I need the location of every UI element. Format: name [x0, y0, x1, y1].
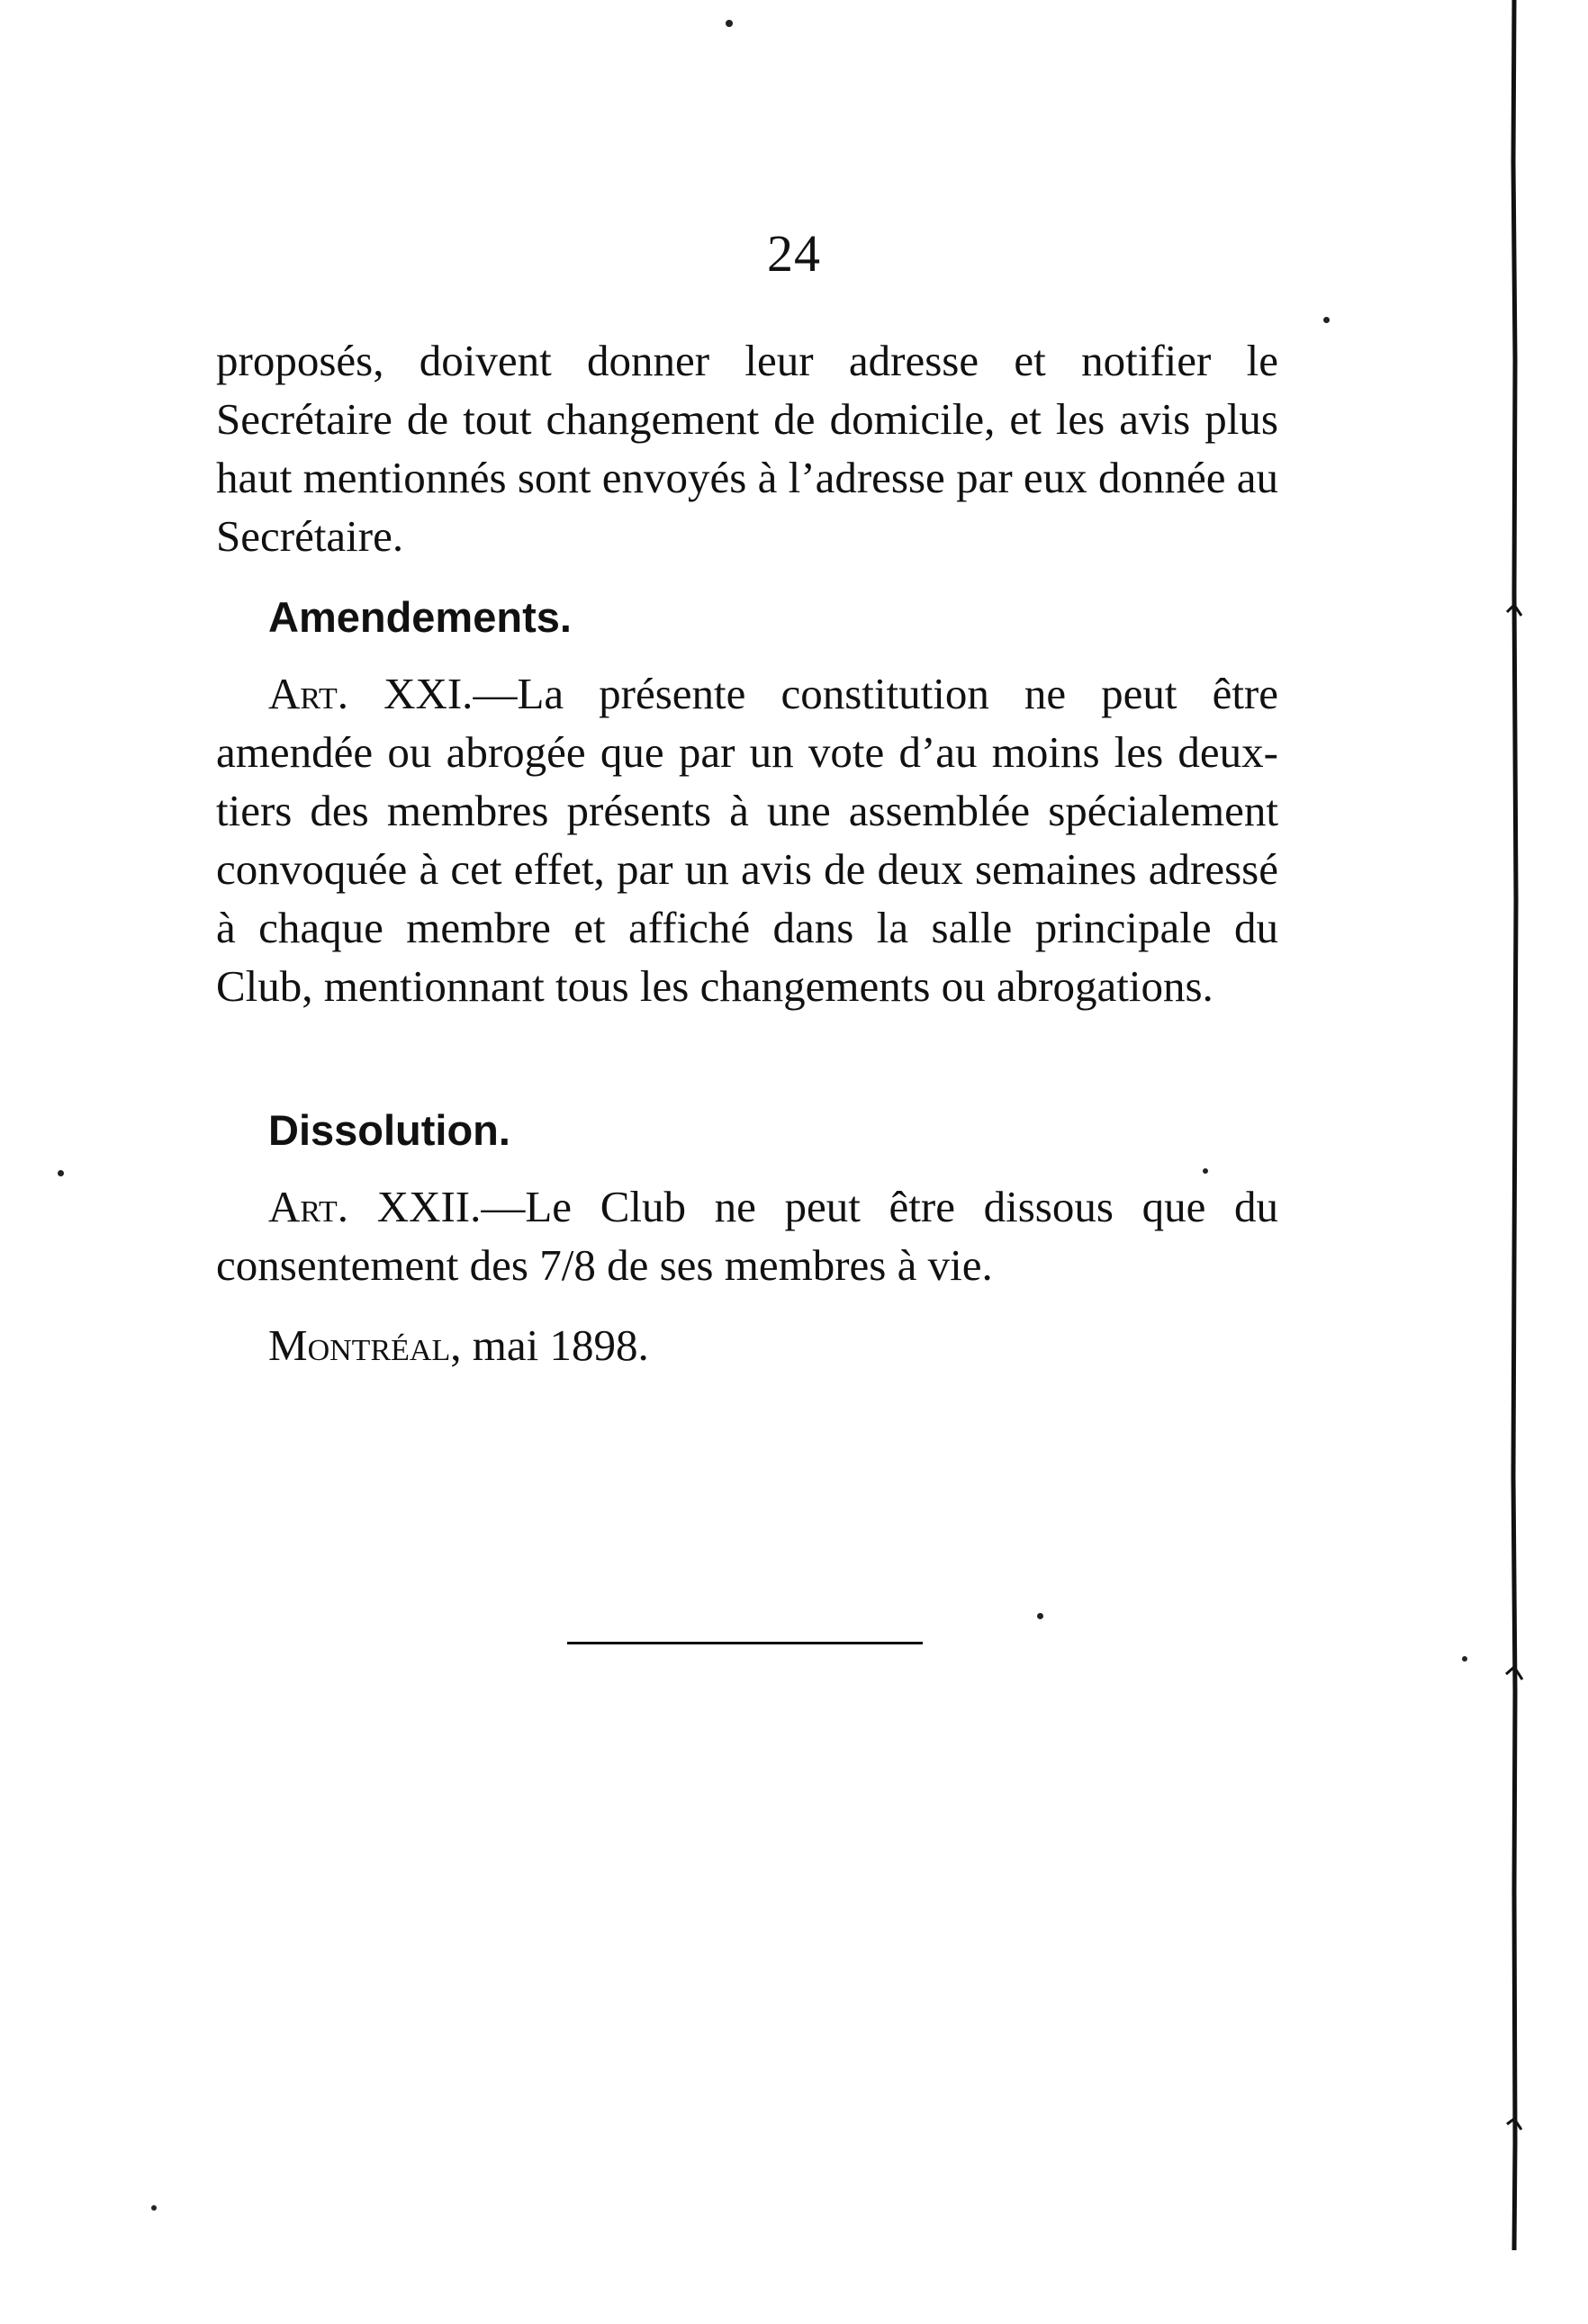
article-22-text: —Le Club ne peut être dissous que du consentement des 7/8 de ses membres à vie.: [216, 1182, 1278, 1290]
article-22: [216, 1177, 1278, 1294]
page-number: 24: [767, 224, 821, 283]
speck: [58, 1170, 64, 1176]
heading-dissolution: Dissolution.: [268, 1106, 510, 1154]
speck: [726, 20, 733, 27]
binding-edge: [1505, 0, 1523, 2324]
speck: [1203, 1168, 1208, 1174]
heading-amendements: Amendements.: [268, 593, 572, 641]
speck: [1037, 1613, 1043, 1619]
signoff: [216, 1316, 1278, 1374]
paragraph-intro: proposés, doivent donner leur adresse et notifier le Secrétaire de tout changement de domicile, et les avis plus haut mentionnés sont envoyés à l’adresse par eux donnée au Secrétaire.: [216, 336, 1278, 561]
article-21-text: —La présente constitution ne peut être amendée ou abrogée que par un vote d’au moins les deux-tiers des membres présents à une assemblée spécialement convoquée à cet effet, par un avis de deux semaines adressé à chaque membre et affiché dans la salle principale du Club, mentionnant tous les changements ou abrogations.: [216, 669, 1278, 1011]
article-21: [216, 664, 1278, 1015]
end-rule: [567, 1642, 923, 1644]
speck: [1462, 1656, 1467, 1662]
article-21-label: Art. XXI.: [268, 669, 474, 718]
article-22-label: Art. XXII.: [268, 1182, 482, 1231]
signoff-date: mai 1898.: [461, 1320, 649, 1370]
speck: [1323, 317, 1330, 323]
signoff-place: Montréal,: [268, 1320, 462, 1370]
speck: [151, 2205, 157, 2211]
